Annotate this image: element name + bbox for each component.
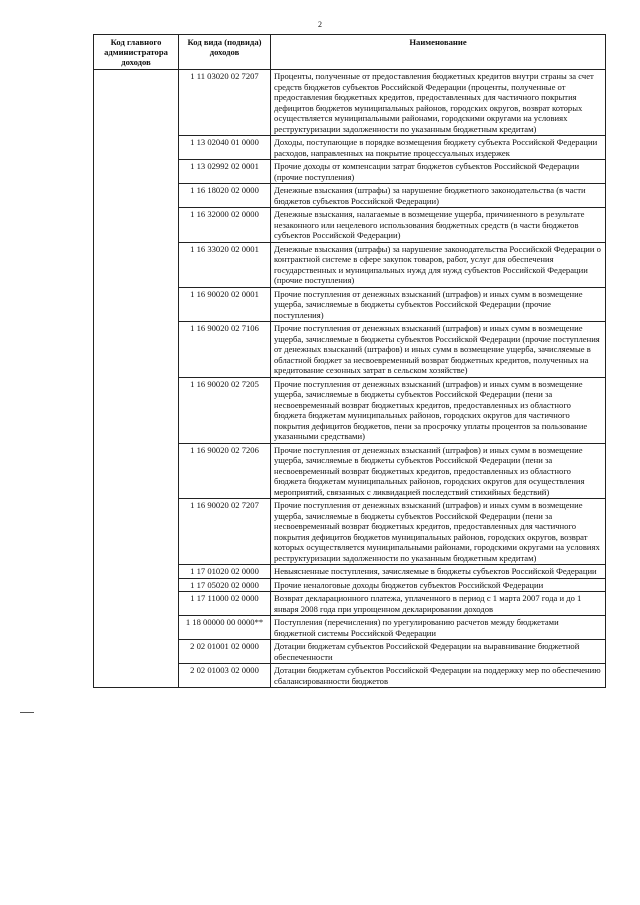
- income-code-cell: 1 17 05020 02 0000: [179, 578, 271, 592]
- income-name-cell: Прочие неналоговые доходы бюджетов субъектов Российской Федерации: [271, 578, 606, 592]
- income-code-cell: 1 13 02040 01 0000: [179, 136, 271, 160]
- income-code-cell: 1 13 02992 02 0001: [179, 160, 271, 184]
- income-code-cell: 1 18 00000 00 0000**: [179, 616, 271, 640]
- income-code-cell: 1 17 11000 02 0000: [179, 592, 271, 616]
- income-code-cell: 1 16 32000 02 0000: [179, 208, 271, 243]
- income-codes-table: [93, 34, 606, 688]
- header-name: Наименование: [271, 35, 606, 70]
- income-name-cell: Прочие доходы от компенсации затрат бюджетов субъектов Российской Федерации (прочие поступления): [271, 160, 606, 184]
- income-code-cell: 1 16 90020 02 7205: [179, 377, 271, 443]
- income-name-cell: Дотации бюджетам субъектов Российской Федерации на выравнивание бюджетной обеспеченности: [271, 640, 606, 664]
- income-name-cell: Доходы, поступающие в порядке возмещения бюджету субъекта Российской Федерации расходов, направленных на покрытие процессуальных издержек: [271, 136, 606, 160]
- income-name-cell: Прочие поступления от денежных взысканий (штрафов) и иных сумм в возмещение ущерба, зачисляемые в бюджеты субъектов Российской Федерации (прочие поступления от денежных взысканий (штрафов) и иных сумм в возмещение ущерба, зачисляемые в областной бюджет за несвоевременный возврат бюджетных кредитов, полученных на кредитование сезонных затрат в сельском хозяйстве): [271, 322, 606, 378]
- income-name-cell: Денежные взыскания (штрафы) за нарушение бюджетного законодательства (в части бюджетов субъектов Российской Федерации): [271, 184, 606, 208]
- income-code-cell: 1 16 18020 02 0000: [179, 184, 271, 208]
- income-name-cell: Денежные взыскания, налагаемые в возмещение ущерба, причиненного в результате незаконного или нецелевого использования бюджетных средств (в части бюджетов субъектов Российской Федерации): [271, 208, 606, 243]
- margin-mark: [20, 712, 34, 713]
- income-name-cell: Дотации бюджетам субъектов Российской Федерации на поддержку мер по обеспечению сбалансированности бюджетов: [271, 664, 606, 688]
- income-code-cell: 1 16 33020 02 0001: [179, 242, 271, 287]
- income-code-cell: 2 02 01003 02 0000: [179, 664, 271, 688]
- income-name-cell: Невыясненные поступления, зачисляемые в бюджеты субъектов Российской Федерации: [271, 565, 606, 579]
- income-name-cell: Прочие поступления от денежных взысканий (штрафов) и иных сумм в возмещение ущерба, зачисляемые в бюджеты субъектов Российской Федерации (пени за несвоевременный возврат бюджетных кредитов, предоставленных из областного бюджета бюджетам муниципальных районов, городских округов для осуществления мероприятий, связанных с ликвидацией последствий стихийных бедствий): [271, 443, 606, 499]
- header-type-code: Код вида (подвида) доходов: [179, 35, 271, 70]
- income-code-cell: 1 17 01020 02 0000: [179, 565, 271, 579]
- income-code-cell: 1 16 90020 02 7106: [179, 322, 271, 378]
- income-name-cell: Поступления (перечисления) по урегулированию расчетов между бюджетами бюджетной системы Российской Федерации: [271, 616, 606, 640]
- header-admin-code: Код главного администратора доходов: [94, 35, 179, 70]
- income-code-cell: 1 11 03020 02 7207: [179, 70, 271, 136]
- income-name-cell: Прочие поступления от денежных взысканий (штрафов) и иных сумм в возмещение ущерба, зачисляемые в бюджеты субъектов Российской Федерации (пени за несвоевременный возврат бюджетных кредитов, предоставленных для частичного покрытия дефицитов бюджетов муниципальных районов, городских округов, возврат которых осуществляется муниципальными районами, городскими округами на условиях реструктуризации задолженности по указанным бюджетным кредитам): [271, 499, 606, 565]
- income-name-cell: Прочие поступления от денежных взысканий (штрафов) и иных сумм в возмещение ущерба, зачисляемые в бюджеты субъектов Российской Федерации (пени за несвоевременный возврат бюджетных кредитов, предоставленных из областного бюджета бюджетам муниципальных районов, городских округов для частичного покрытия дефицитов бюджетов, пени за просрочку уплаты процентов за пользование указанными средствами): [271, 377, 606, 443]
- income-code-cell: 2 02 01001 02 0000: [179, 640, 271, 664]
- income-name-cell: Проценты, полученные от предоставления бюджетных кредитов внутри страны за счет средств бюджетов субъектов Российской Федерации (проценты, полученные от предоставления бюджетных кредитов, предоставленных для частичного покрытия дефицитов бюджетов муниципальных районов, городских округов, возврат которых осуществляется муниципальными районами, городскими округами на условиях реструктуризации задолженности по указанным бюджетным кредитам): [271, 70, 606, 136]
- table-header-row: [94, 35, 606, 70]
- page-number: 2: [318, 20, 322, 29]
- admin-code-cell: [94, 70, 179, 688]
- income-name-cell: Возврат декларационного платежа, уплаченного в период с 1 марта 2007 года и до 1 января 2008 года при упрощенном декларировании доходов: [271, 592, 606, 616]
- income-code-cell: 1 16 90020 02 7207: [179, 499, 271, 565]
- income-name-cell: Прочие поступления от денежных взысканий (штрафов) и иных сумм в возмещение ущерба, зачисляемые в бюджеты субъектов Российской Федерации (прочие поступления): [271, 287, 606, 322]
- income-name-cell: Денежные взыскания (штрафы) за нарушение законодательства Российской Федерации о контрактной системе в сфере закупок товаров, работ, услуг для обеспечения государственных и муниципальных нужд для нужд субъектов Российской Федерации (прочие поступления): [271, 242, 606, 287]
- table-row: [94, 70, 606, 136]
- income-code-cell: 1 16 90020 02 0001: [179, 287, 271, 322]
- income-code-cell: 1 16 90020 02 7206: [179, 443, 271, 499]
